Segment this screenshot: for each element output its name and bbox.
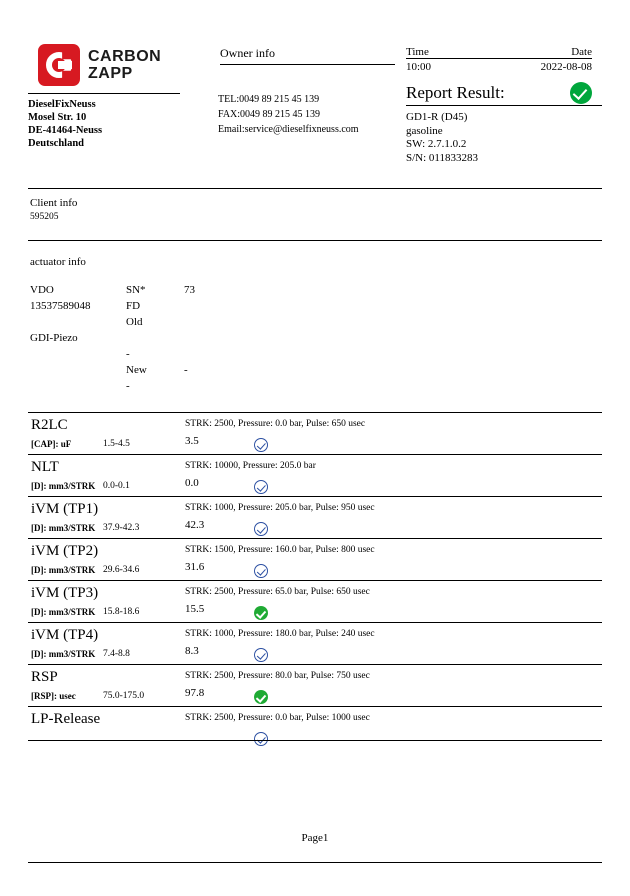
test-name: iVM (TP3) (31, 585, 99, 601)
test-unit: [D]: mm3/STRK (31, 649, 96, 659)
device-info-rule (406, 105, 602, 106)
test-name: R2LC (31, 417, 68, 433)
test-condition: STRK: 2500, Pressure: 65.0 bar, Pulse: 650 usec (185, 587, 370, 597)
actuator-cell-1 (30, 362, 126, 378)
test-value: 31.6 (185, 561, 205, 573)
test-name: iVM (TP1) (31, 501, 99, 517)
client-info-label: Client info (30, 197, 78, 209)
actuator-row (30, 378, 430, 394)
test-status-icon (254, 732, 268, 746)
device-sw: SW: 2.7.1.0.2 (406, 138, 467, 150)
test-status-icon (254, 690, 268, 704)
test-value: 97.8 (185, 687, 205, 699)
test-status-icon (254, 438, 268, 452)
time-date-labels (406, 46, 592, 58)
device-model: GD1-R (D45) (406, 111, 468, 123)
actuator-row (30, 330, 430, 346)
actuator-cell-1: VDO (30, 284, 54, 296)
contact-email: Email:service@dieselfixneuss.com (218, 124, 359, 135)
owner-info-block (220, 46, 395, 65)
test-range: 0.0-0.1 (103, 481, 130, 491)
company-postal: DE-41464-Neuss (28, 125, 103, 136)
actuator-cell-3 (184, 330, 304, 346)
actuator-row (30, 346, 430, 362)
actuator-cell-2 (126, 330, 184, 346)
test-status-icon (254, 648, 268, 662)
actuator-cell-1: 13537589048 (30, 300, 91, 312)
test-value: 3.5 (185, 435, 199, 447)
actuator-cell-2: FD (126, 300, 141, 312)
actuator-cell-2: SN* (126, 284, 146, 296)
client-info-block (30, 196, 77, 224)
actuator-cell-3 (184, 314, 304, 330)
actuator-cell-3 (184, 346, 304, 362)
footer-rule (28, 862, 602, 863)
test-status-icon (254, 480, 268, 494)
test-unit: [D]: mm3/STRK (31, 565, 96, 575)
test-name: LP-Release (31, 711, 101, 727)
test-unit: [D]: mm3/STRK (31, 523, 96, 533)
brand-line-2: ZAPP (88, 65, 133, 82)
actuator-row (30, 298, 430, 314)
test-status-icon (254, 564, 268, 578)
test-condition: STRK: 2500, Pressure: 0.0 bar, Pulse: 650 usec (185, 419, 366, 429)
date-label: Date (571, 46, 592, 58)
test-unit: [D]: mm3/STRK (31, 481, 96, 491)
actuator-row (30, 314, 430, 330)
brand-line-1: CARBON (88, 48, 162, 65)
test-range: 1.5-4.5 (103, 439, 130, 449)
test-range: 37.9-42.3 (103, 523, 140, 533)
actuator-info-grid (30, 282, 430, 394)
company-street: Mosel Str. 10 (28, 112, 87, 123)
test-condition: STRK: 10000, Pressure: 205.0 bar (185, 461, 316, 471)
actuator-info-label: actuator info (30, 256, 86, 268)
table-row (28, 622, 602, 664)
actuator-cell-2: Old (126, 316, 143, 328)
contact-fax: FAX:0049 89 215 45 139 (218, 109, 321, 120)
device-info (406, 105, 602, 165)
time-date-block (406, 46, 592, 73)
tests-bottom-rule (28, 740, 602, 741)
time-value: 10:00 (406, 61, 432, 73)
test-condition: STRK: 1000, Pressure: 205.0 bar, Pulse: 950 usec (185, 503, 375, 513)
owner-info-rule (220, 64, 395, 65)
table-row (28, 496, 602, 538)
date-value: 2022-08-08 (540, 61, 592, 73)
company-country: Deutschland (28, 138, 85, 149)
owner-info-label: Owner info (220, 46, 275, 60)
test-unit: [CAP]: uF (31, 439, 72, 449)
header-bottom-rule (28, 188, 602, 189)
actuator-row (30, 282, 430, 298)
company-address-rule (28, 93, 180, 94)
company-address (28, 93, 180, 150)
actuator-cell-2: New (126, 364, 147, 376)
table-row (28, 412, 602, 454)
contact-tel: TEL:0049 89 215 45 139 (218, 94, 320, 105)
page-footer: Page1 (301, 832, 329, 844)
test-results-table (28, 412, 602, 748)
test-range: 29.6-34.6 (103, 565, 140, 575)
test-unit: [D]: mm3/STRK (31, 607, 96, 617)
brand-logo (38, 42, 198, 88)
actuator-cell-3: 73 (184, 284, 195, 296)
check-blue-icon (254, 438, 268, 452)
actuator-row (30, 362, 430, 378)
test-name: NLT (31, 459, 59, 475)
check-green-icon (254, 690, 268, 704)
actuator-cell-1 (30, 314, 126, 330)
check-blue-icon (254, 522, 268, 536)
device-sn: S/N: 011833283 (406, 151, 479, 164)
test-name: RSP (31, 669, 58, 685)
client-bottom-rule (28, 240, 602, 241)
actuator-cell-3 (184, 298, 304, 314)
actuator-cell-1 (30, 378, 126, 394)
report-result-row (406, 82, 592, 104)
test-value: 42.3 (185, 519, 205, 531)
result-pass-check-icon (570, 82, 592, 104)
carbon-zapp-logo-icon (38, 44, 80, 86)
test-value: 8.3 (185, 645, 199, 657)
client-info-value: 595205 (30, 212, 59, 222)
time-date-values (406, 59, 592, 73)
device-fuel: gasoline (406, 124, 443, 137)
table-row (28, 538, 602, 580)
actuator-cell-2: - (126, 348, 130, 360)
actuator-cell-2: - (126, 380, 130, 392)
test-range: 75.0-175.0 (103, 691, 145, 701)
test-value: 15.5 (185, 603, 205, 615)
test-unit: [RSP]: usec (31, 691, 76, 701)
time-label: Time (406, 46, 429, 58)
actuator-cell-1: GDI-Piezo (30, 332, 78, 344)
actuator-cell-1 (30, 346, 126, 362)
test-condition: STRK: 1000, Pressure: 180.0 bar, Pulse: 240 usec (185, 629, 375, 639)
brand-name (88, 48, 161, 82)
check-blue-icon (254, 648, 268, 662)
check-blue-icon (254, 480, 268, 494)
table-row (28, 454, 602, 496)
company-name: DieselFixNeuss (28, 99, 96, 110)
company-contact (218, 92, 378, 137)
table-row (28, 580, 602, 622)
test-condition: STRK: 1500, Pressure: 160.0 bar, Pulse: 800 usec (185, 545, 375, 555)
check-blue-icon (254, 732, 268, 746)
test-status-icon (254, 522, 268, 536)
test-name: iVM (TP2) (31, 543, 99, 559)
table-row (28, 664, 602, 706)
check-blue-icon (254, 564, 268, 578)
test-range: 15.8-18.6 (103, 607, 140, 617)
test-status-icon (254, 606, 268, 620)
test-name: iVM (TP4) (31, 627, 99, 643)
report-result-label: Report Result: (406, 83, 505, 102)
table-row (28, 706, 602, 748)
check-green-icon (254, 606, 268, 620)
actuator-cell-3 (184, 378, 304, 394)
test-condition: STRK: 2500, Pressure: 0.0 bar, Pulse: 1000 usec (185, 713, 370, 723)
actuator-cell-3: - (184, 364, 188, 376)
test-range: 7.4-8.8 (103, 649, 130, 659)
test-value: 0.0 (185, 477, 199, 489)
test-condition: STRK: 2500, Pressure: 80.0 bar, Pulse: 750 usec (185, 671, 370, 681)
